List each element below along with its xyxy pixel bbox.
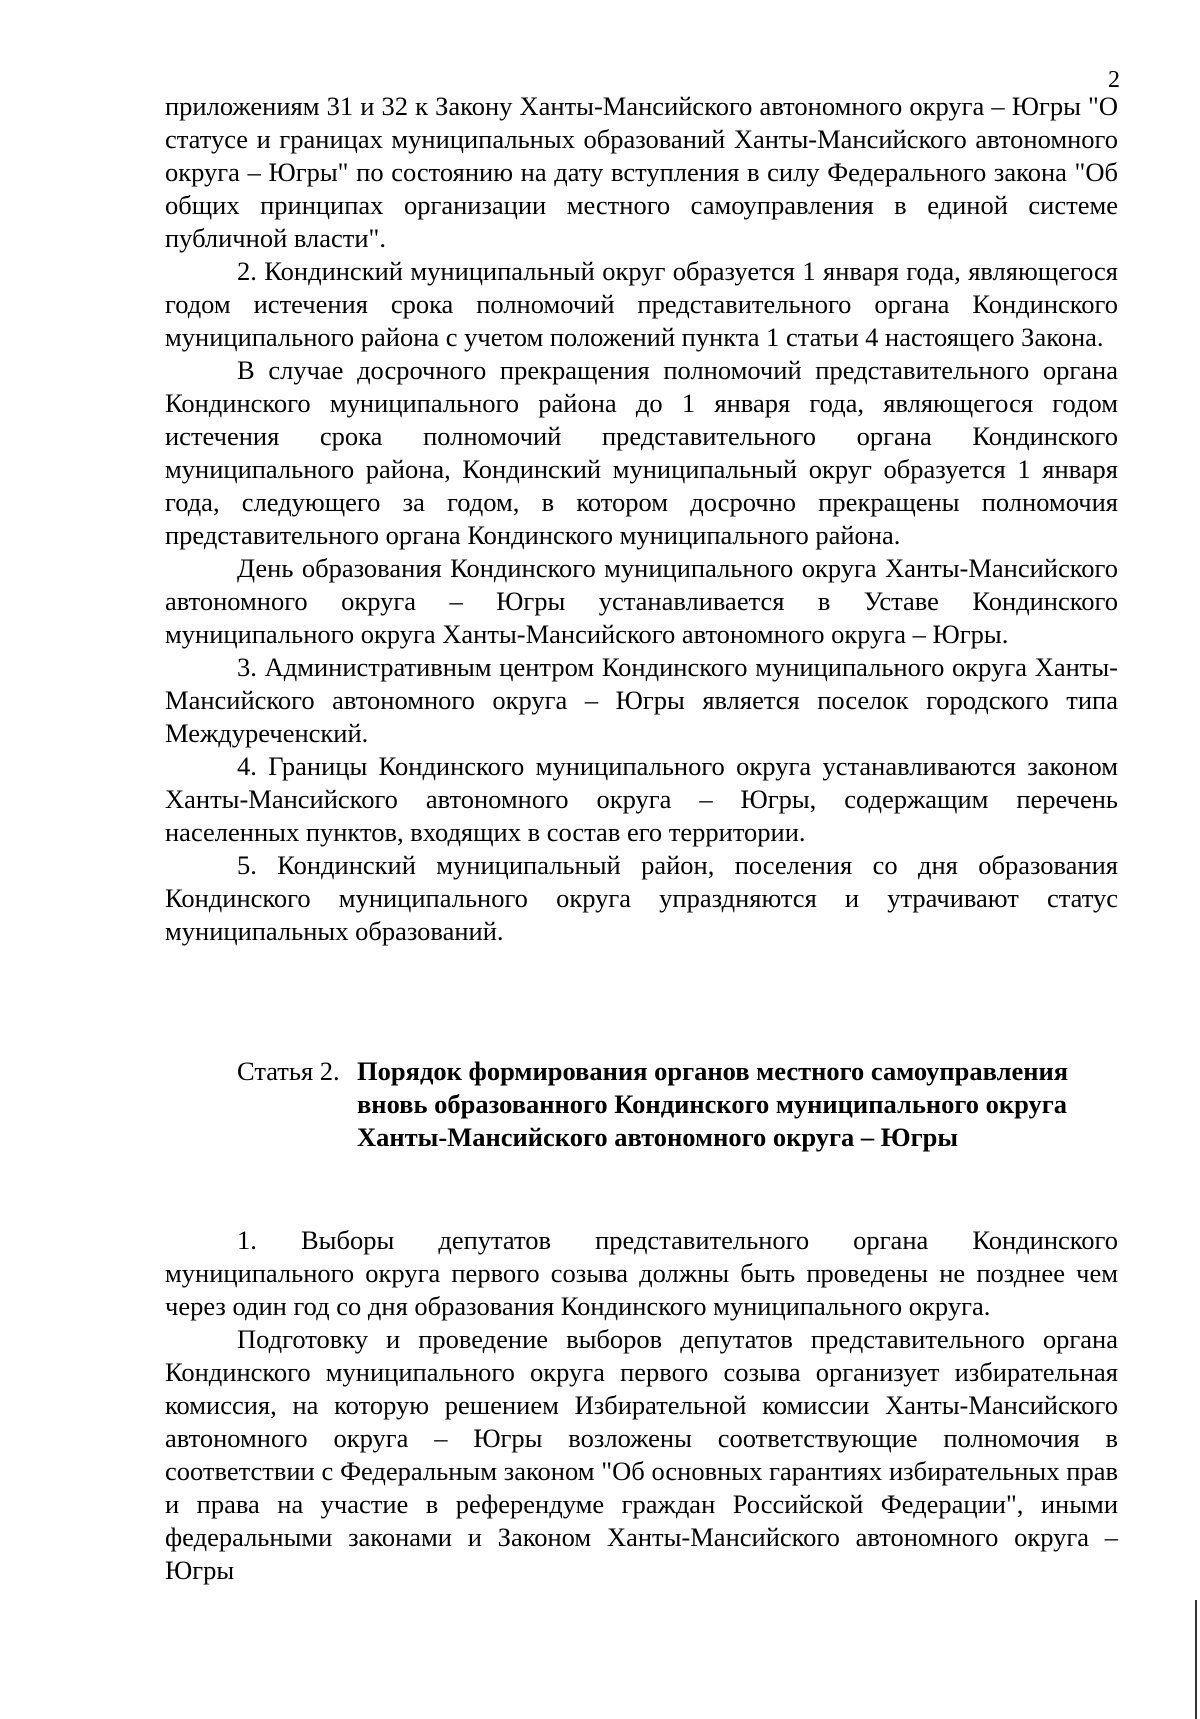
paragraph: 1. Выборы депутатов представительного органа Кондинского муниципального округа первого созыва должны быть проведены не позднее чем через один год со дня образования Кондинского муниципального округа. xyxy=(165,1225,1118,1321)
article-number: Статья 2. xyxy=(237,1056,340,1086)
paragraph: приложениям 31 и 32 к Закону Ханты-Мансийского автономного округа – Югры "О статусе и границах муниципальных образований Ханты-Мансийского автономного округа – Югры" по состоянию на дату вступления в силу Федерального закона "Об общих принципах организации местного самоуправления в единой системе публичной власти". xyxy=(165,91,1118,253)
scan-edge-line xyxy=(1195,1600,1197,1719)
paragraph: 3. Административным центром Кондинского муниципального округа Ханты-Мансийского автономного округа – Югры является поселок городского типа Междуреченский. xyxy=(165,652,1118,748)
article-1-continuation xyxy=(165,90,1118,948)
article-2-heading xyxy=(237,1055,1097,1154)
paragraph: Подготовку и проведение выборов депутатов представительного органа Кондинского муниципального округа первого созыва организует избирательная комиссия, на которую решением Избирательной комиссии Ханты-Мансийского автономного округа – Югры возложены соответствующие полномочия в соответствии с Федеральным законом "Об основных гарантиях избирательных прав и права на участие в референдуме граждан Российской Федерации", иными федеральными законами и Законом Ханты-Мансийского автономного округа – Югры xyxy=(165,1324,1118,1585)
paragraph: В случае досрочного прекращения полномочий представительного органа Кондинского муниципального района до 1 января года, являющегося годом истечения срока полномочий представительного органа Кондинского муниципального района, Кондинский муниципальный округ образуется 1 января года, следующего за годом, в котором досрочно прекращены полномочия представительного органа Кондинского муниципального района. xyxy=(165,355,1118,550)
paragraph: 4. Границы Кондинского муниципального округа устанавливаются законом Ханты-Мансийского автономного округа – Югры, содержащим перечень населенных пунктов, входящих в состав его территории. xyxy=(165,751,1118,847)
page-number: 2 xyxy=(1108,67,1120,93)
article-title: Порядок формирования органов местного самоуправления вновь образованного Кондинского муниципального округа Ханты-Мансийского автономного округа – Югры xyxy=(357,1056,1069,1152)
paragraph: 2. Кондинский муниципальный округ образуется 1 января года, являющегося годом истечения срока полномочий представительного органа Кондинского муниципального района с учетом положений пункта 1 статьи 4 настоящего Закона. xyxy=(165,256,1118,352)
paragraph: 5. Кондинский муниципальный район, поселения со дня образования Кондинского муниципального округа упраздняются и утрачивают статус муниципальных образований. xyxy=(165,850,1118,946)
paragraph: День образования Кондинского муниципального округа Ханты-Мансийского автономного округа – Югры устанавливается в Уставе Кондинского муниципального округа Ханты-Мансийского автономного округа – Югры. xyxy=(165,553,1118,649)
article-2-body xyxy=(165,1224,1118,1587)
